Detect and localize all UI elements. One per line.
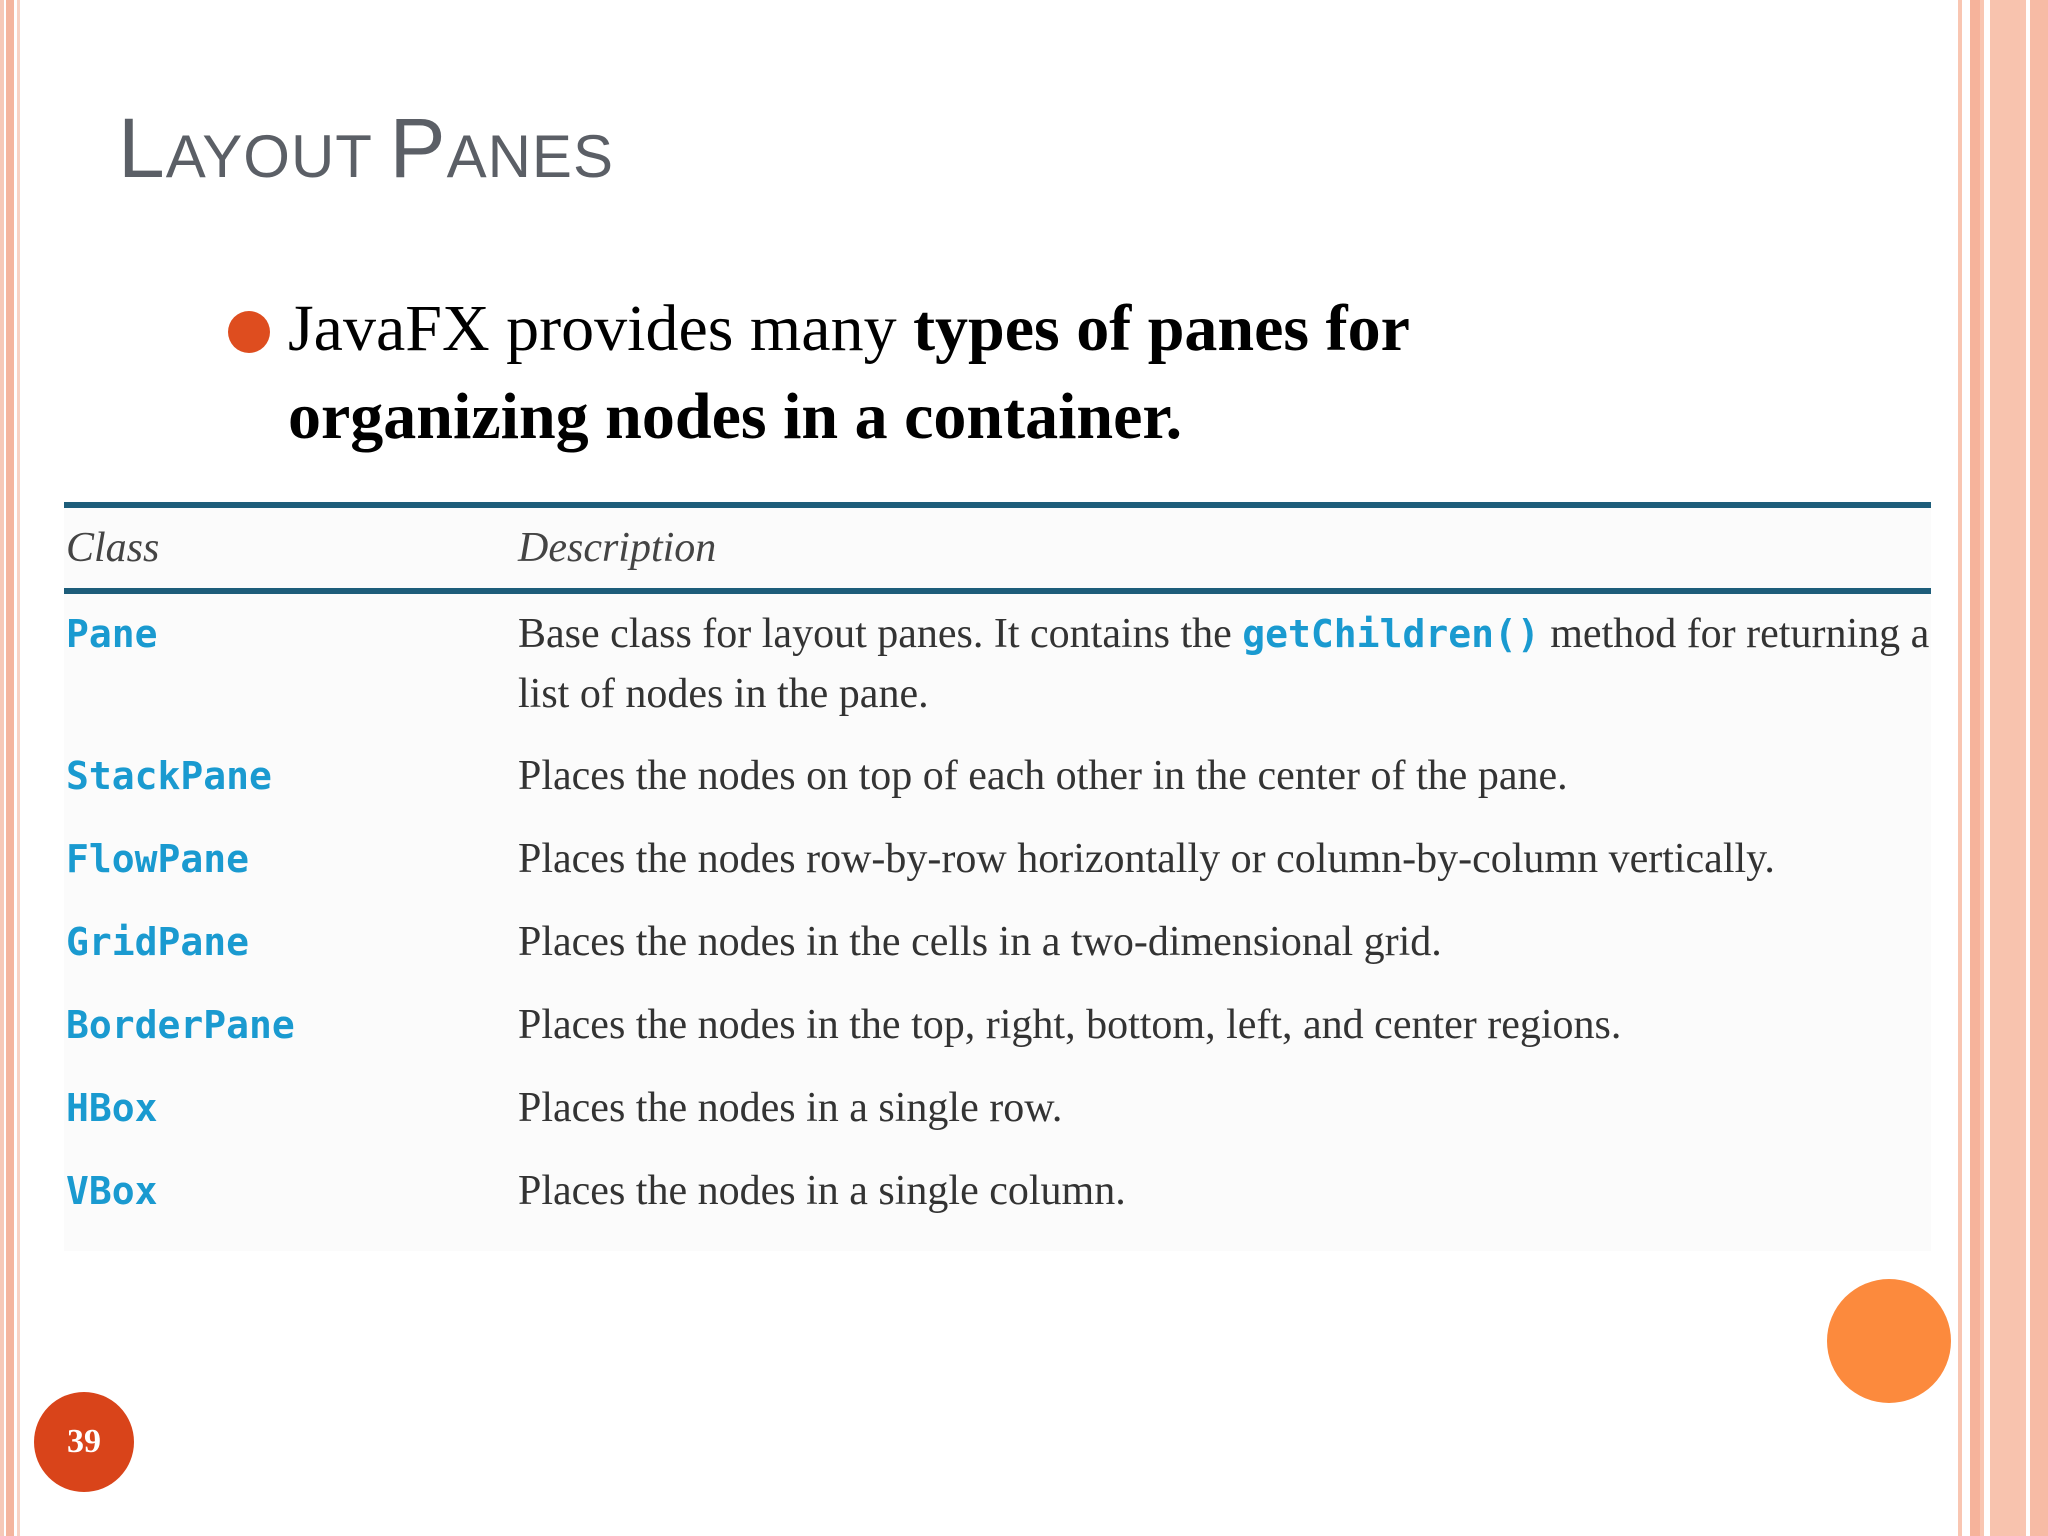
class-description: Places the nodes on top of each other in the center of the pane. — [518, 753, 1568, 799]
class-description: Places the nodes in the cells in a two-dimensional grid. — [518, 919, 1442, 965]
table-row — [64, 1161, 1931, 1251]
class-name: Pane — [66, 612, 158, 656]
header-description: Description — [518, 525, 717, 571]
page-number-badge: 39 — [34, 1392, 134, 1492]
table-row — [64, 746, 1931, 806]
header-class: Class — [66, 525, 160, 571]
table-row — [64, 604, 1931, 724]
class-name: HBox — [66, 1086, 158, 1130]
class-name: BorderPane — [66, 1003, 295, 1047]
bullet-icon — [228, 311, 270, 353]
bullet-text-normal: JavaFX provides many — [288, 292, 914, 365]
bullet-text-bold: types of panes for organizing nodes in a container. — [288, 292, 1409, 453]
decorative-circle — [1827, 1279, 1951, 1403]
table-row — [64, 995, 1931, 1055]
table-row — [64, 912, 1931, 972]
class-description: Places the nodes in a single row. — [518, 1085, 1063, 1131]
slide-title: LAYOUT PANES — [118, 101, 614, 195]
class-description: Places the nodes in the top, right, bottom, left, and center regions. — [518, 1002, 1622, 1048]
table-header — [64, 508, 1931, 588]
class-name: FlowPane — [66, 837, 250, 881]
inline-code: getChildren() — [1242, 612, 1540, 656]
class-description: Places the nodes row-by-row horizontally or column-by-column vertically. — [518, 836, 1775, 882]
left-decorative-border — [0, 0, 20, 1536]
table-header-rule — [64, 588, 1931, 594]
right-decorative-border — [1958, 0, 2048, 1536]
layout-panes-table — [64, 502, 1931, 1251]
table-row — [64, 1078, 1931, 1138]
class-name: StackPane — [66, 754, 272, 798]
class-description: Places the nodes in a single column. — [518, 1168, 1126, 1214]
table-row — [64, 829, 1931, 889]
bullet-text — [288, 285, 1628, 461]
class-name: VBox — [66, 1169, 158, 1213]
class-name: GridPane — [66, 920, 250, 964]
bullet-point — [228, 285, 1628, 461]
class-description: Base class for layout panes. It contains the getChildren() method for returning a list of nodes in the pane. — [518, 611, 1930, 717]
